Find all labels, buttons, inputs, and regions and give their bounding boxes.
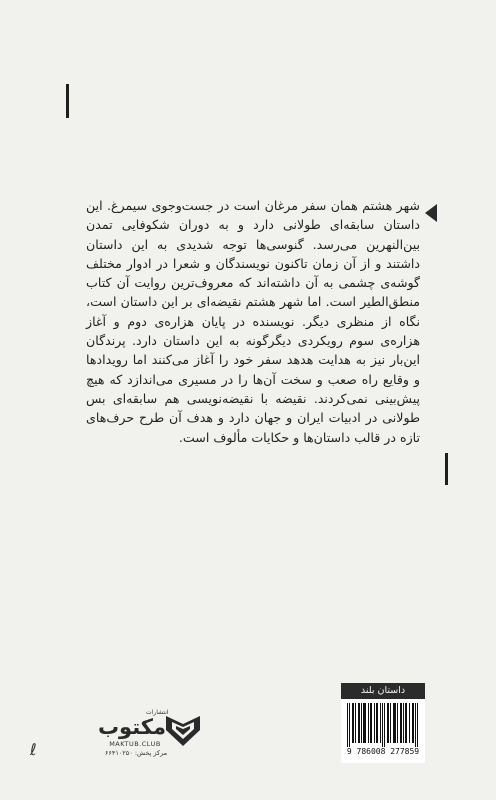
publisher-name: مکتوب <box>97 715 166 739</box>
isbn-number: 9 786008 277859 <box>346 747 420 756</box>
corner-glyph: ℓ <box>30 740 37 759</box>
publisher-logo <box>97 706 206 768</box>
genre-label: داستان بلند <box>341 683 425 699</box>
publisher-small-label: انتشارات <box>146 709 169 716</box>
right-vertical-rule <box>445 453 448 485</box>
distribution-phone: مرکز پخش: ۶۶۴۱۰۲۵۰ <box>104 749 168 757</box>
barcode-bars <box>345 703 421 747</box>
blurb-paragraph: شهر هشتم همان سفر مرغان است در جست‌وجوی سیمرغ. این داستان سابقه‌ای طولانی دارد و به دوران شکوفایی تمدن بین‌النهرین می‌رسد. گنوسی‌ها توجه شدیدی به این داستان داشتند و از آن زمان تاکنون نویسندگان و شعرا در ادوار مختلف گوشه‌ی چشمی به آن داشته‌اند که معروف‌ترین روایت آن کتاب منطق‌الطیر است. اما شهر هشتم نقیضه‌ای بر این داستان است، نگاه از منظری دیگر. نویسنده در پایان هزاره‌ی دوم و آغاز هزاره‌ی سوم رویکردی دیگرگونه به این داستان دارد. پرندگان این‌بار نیز به هدایت هدهد سفر خود را آغاز می‌کنند اما رویدادها و وقایع راه صعب و سخت آن‌ها را در مسیری می‌اندازد که هیچ پیش‌بینی نمی‌کردند. نقیضه با نقیضه‌نویسی هم سابقه‌ای بس طولانی در ادبیات ایران و جهان دارد و هدف آن طرح حرف‌های تازه در قالب داستان‌ها و حکایات مألوف است. <box>86 198 420 445</box>
triangle-left-icon <box>425 204 437 222</box>
top-vertical-rule <box>66 84 69 118</box>
blurb-text <box>86 196 420 447</box>
book-chevron-icon <box>164 710 202 748</box>
barcode <box>341 699 425 763</box>
publisher-site: MAKTUB.CLUB <box>109 740 161 748</box>
